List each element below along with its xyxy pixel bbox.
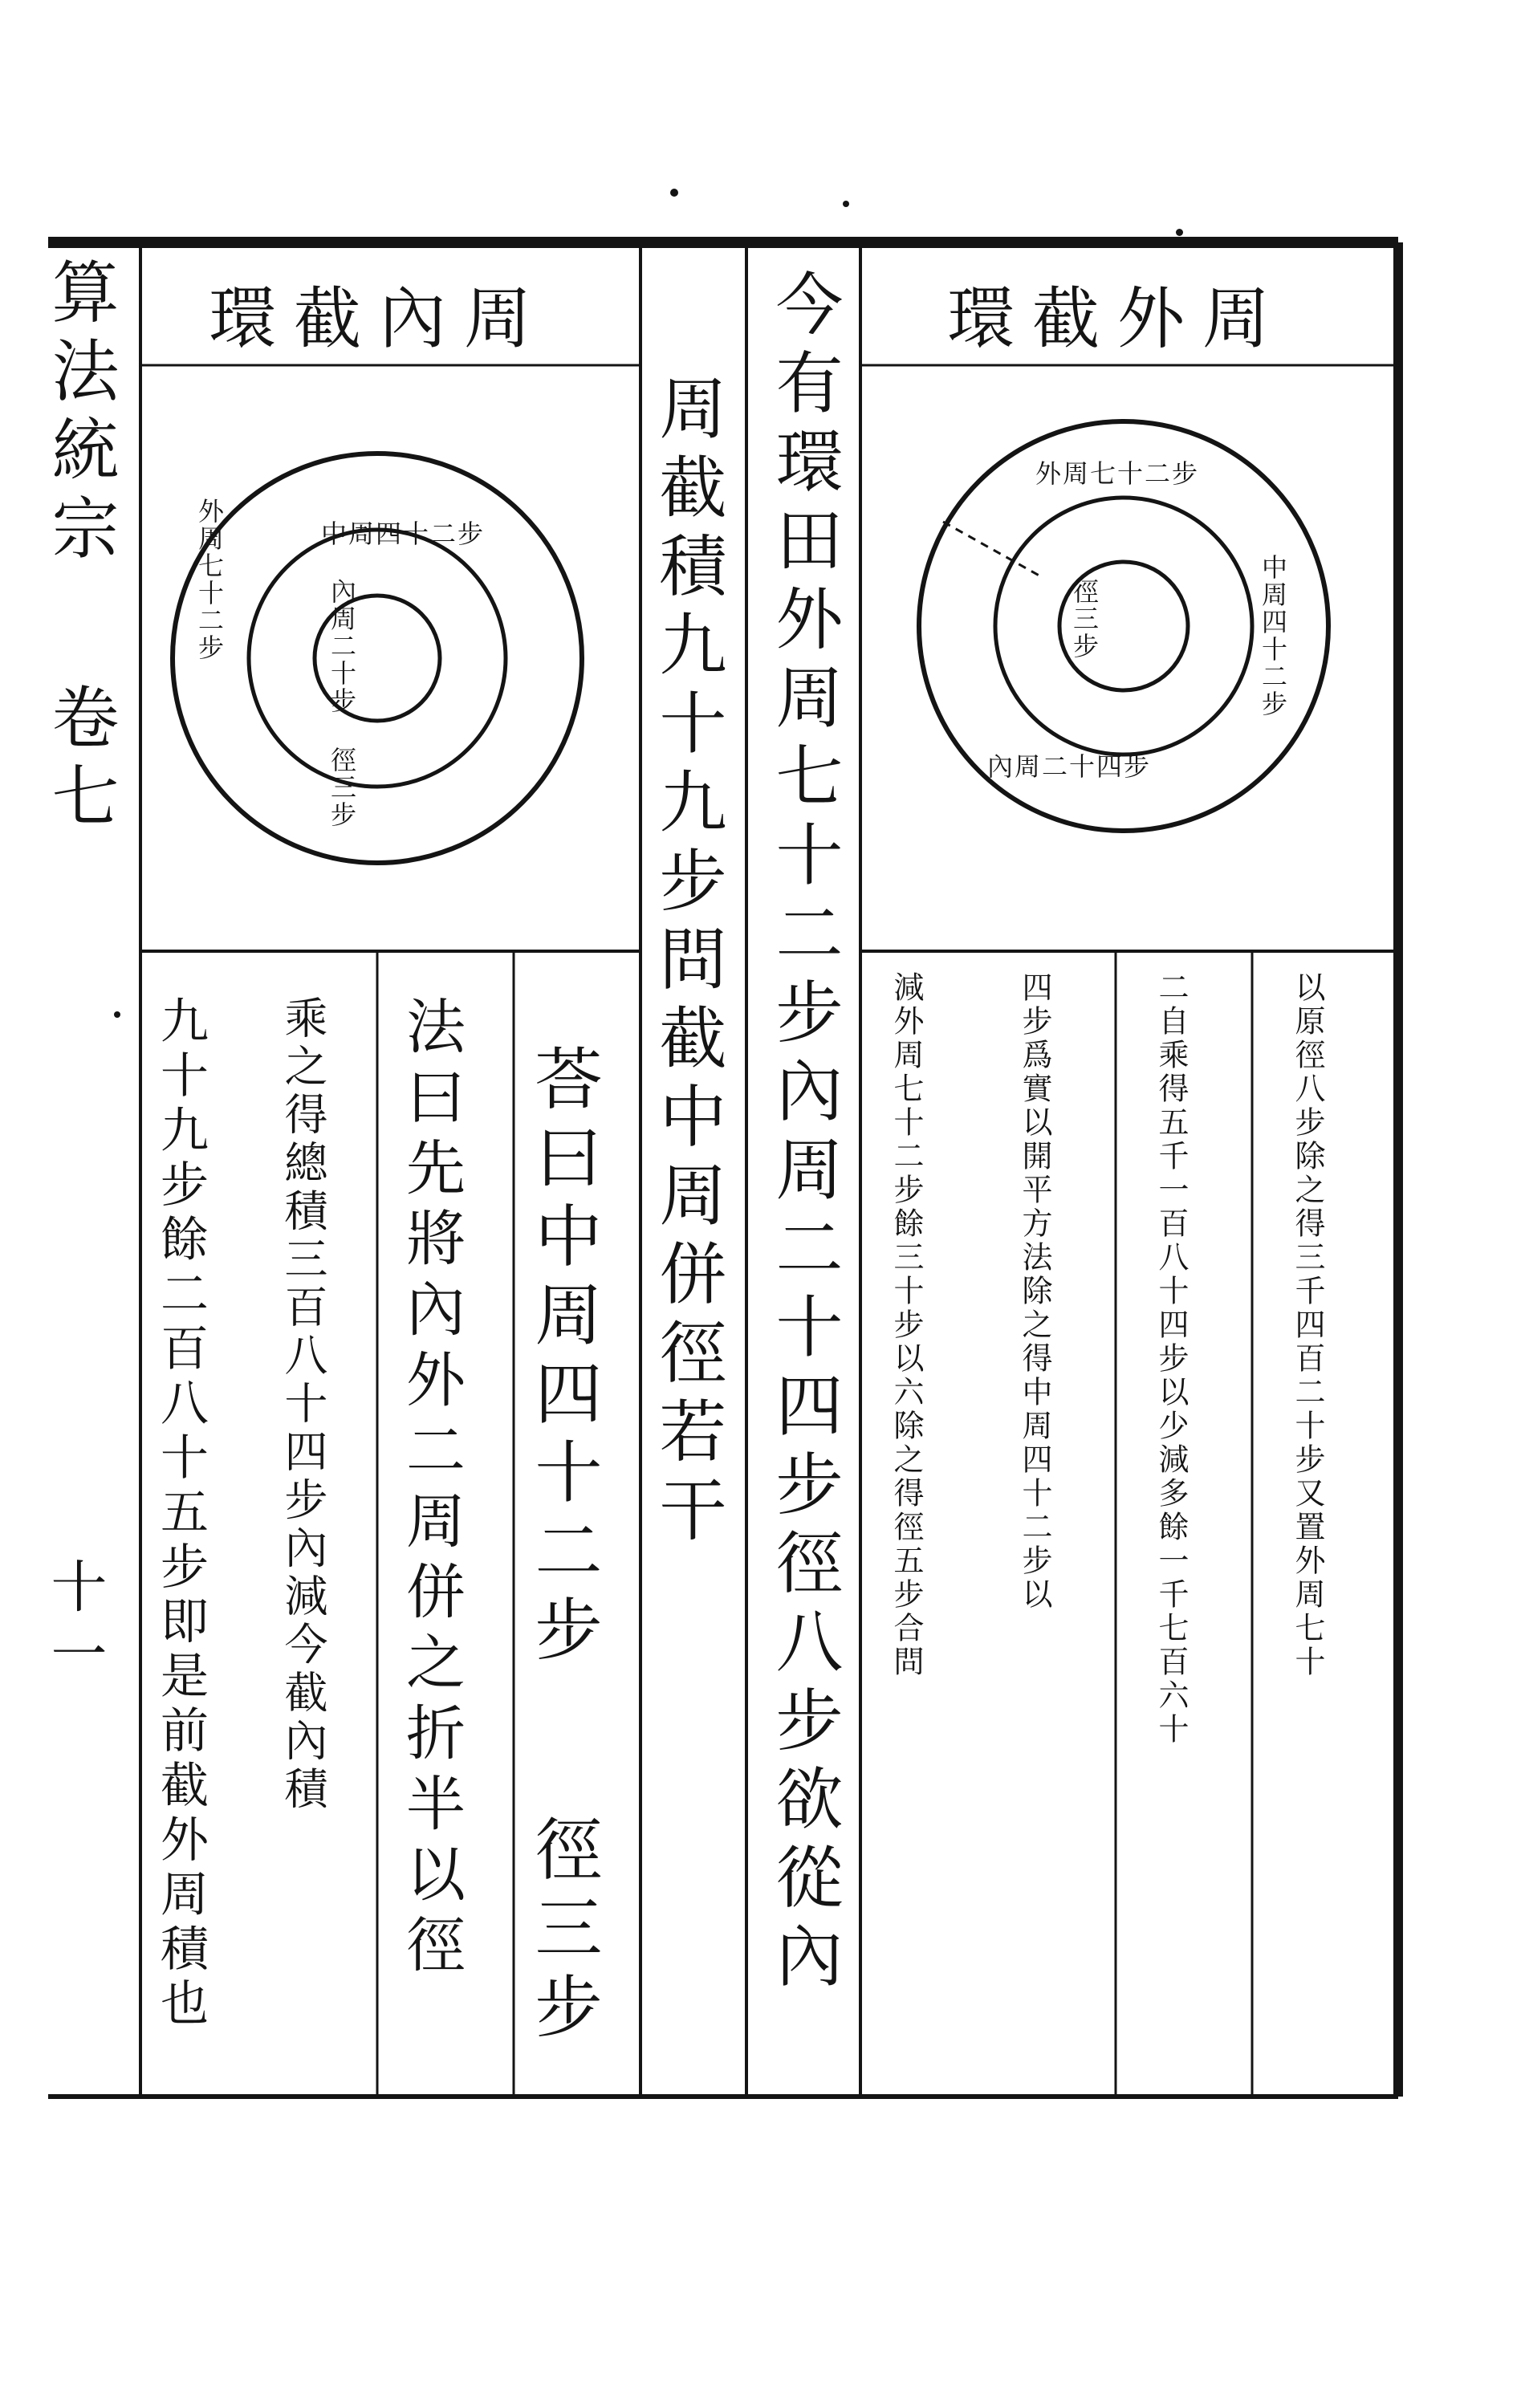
figure-outer-middle-label: 中周四十二步 [1258, 554, 1288, 718]
answer-text: 荅曰中周四十二步 [524, 1043, 603, 1673]
figure-inner-width-label: 徑三步 [327, 746, 357, 828]
ink-speck [843, 201, 849, 207]
figure-inner-outer-label: 外周七十二步 [194, 498, 225, 661]
answer-width: 徑三步 [524, 1814, 603, 2050]
method-column-3: 九十九步餘二百八十五步即是前截外周積也 [152, 995, 209, 2032]
solution-column-4: 減外周七十二步餘三十步以六除之得徑五步合問 [889, 971, 924, 1679]
volume-label: 卷七 [41, 682, 120, 840]
figure-outer-width-label: 徑三步 [1069, 578, 1100, 660]
figure-inner-inner-label: 內周二十步 [327, 578, 357, 714]
method-column-1: 法曰先將內外二周併之折半以徑 [396, 995, 466, 1984]
problem-column-1: 今有環田外周七十二步內周二十四步徑八步欲從內 [765, 269, 844, 1999]
solution-column-3: 四步爲實以開平方法除之得中周四十二步以 [1017, 971, 1052, 1612]
solution-column-1: 以原徑八步除之得三千四百二十步又置外周七十 [1290, 971, 1325, 1679]
method-column-2: 乘之得總積三百八十四步內減今截內積 [278, 995, 328, 1814]
book-title: 算法統宗 [41, 257, 120, 571]
ink-speck [114, 1011, 120, 1018]
ink-speck [1176, 229, 1183, 236]
figure-outer-inner-label: 內周二十四步 [987, 751, 1152, 782]
figure-inner-middle-label: 中周四十二步 [321, 519, 486, 549]
figure-outer-outer-label: 外周七十二步 [1035, 458, 1200, 489]
problem-column-2: 周截積九十九步問截中周併徑若干 [649, 373, 727, 1553]
ink-speck [670, 189, 678, 197]
solution-column-2: 二自乘得五千一百八十四步以少減多餘一千七百六十 [1153, 971, 1189, 1747]
page-number: 十一 [42, 1557, 108, 1692]
figure-outer-title: 環截外周 [947, 279, 1288, 358]
figure-inner-title: 環截內周 [209, 279, 550, 358]
